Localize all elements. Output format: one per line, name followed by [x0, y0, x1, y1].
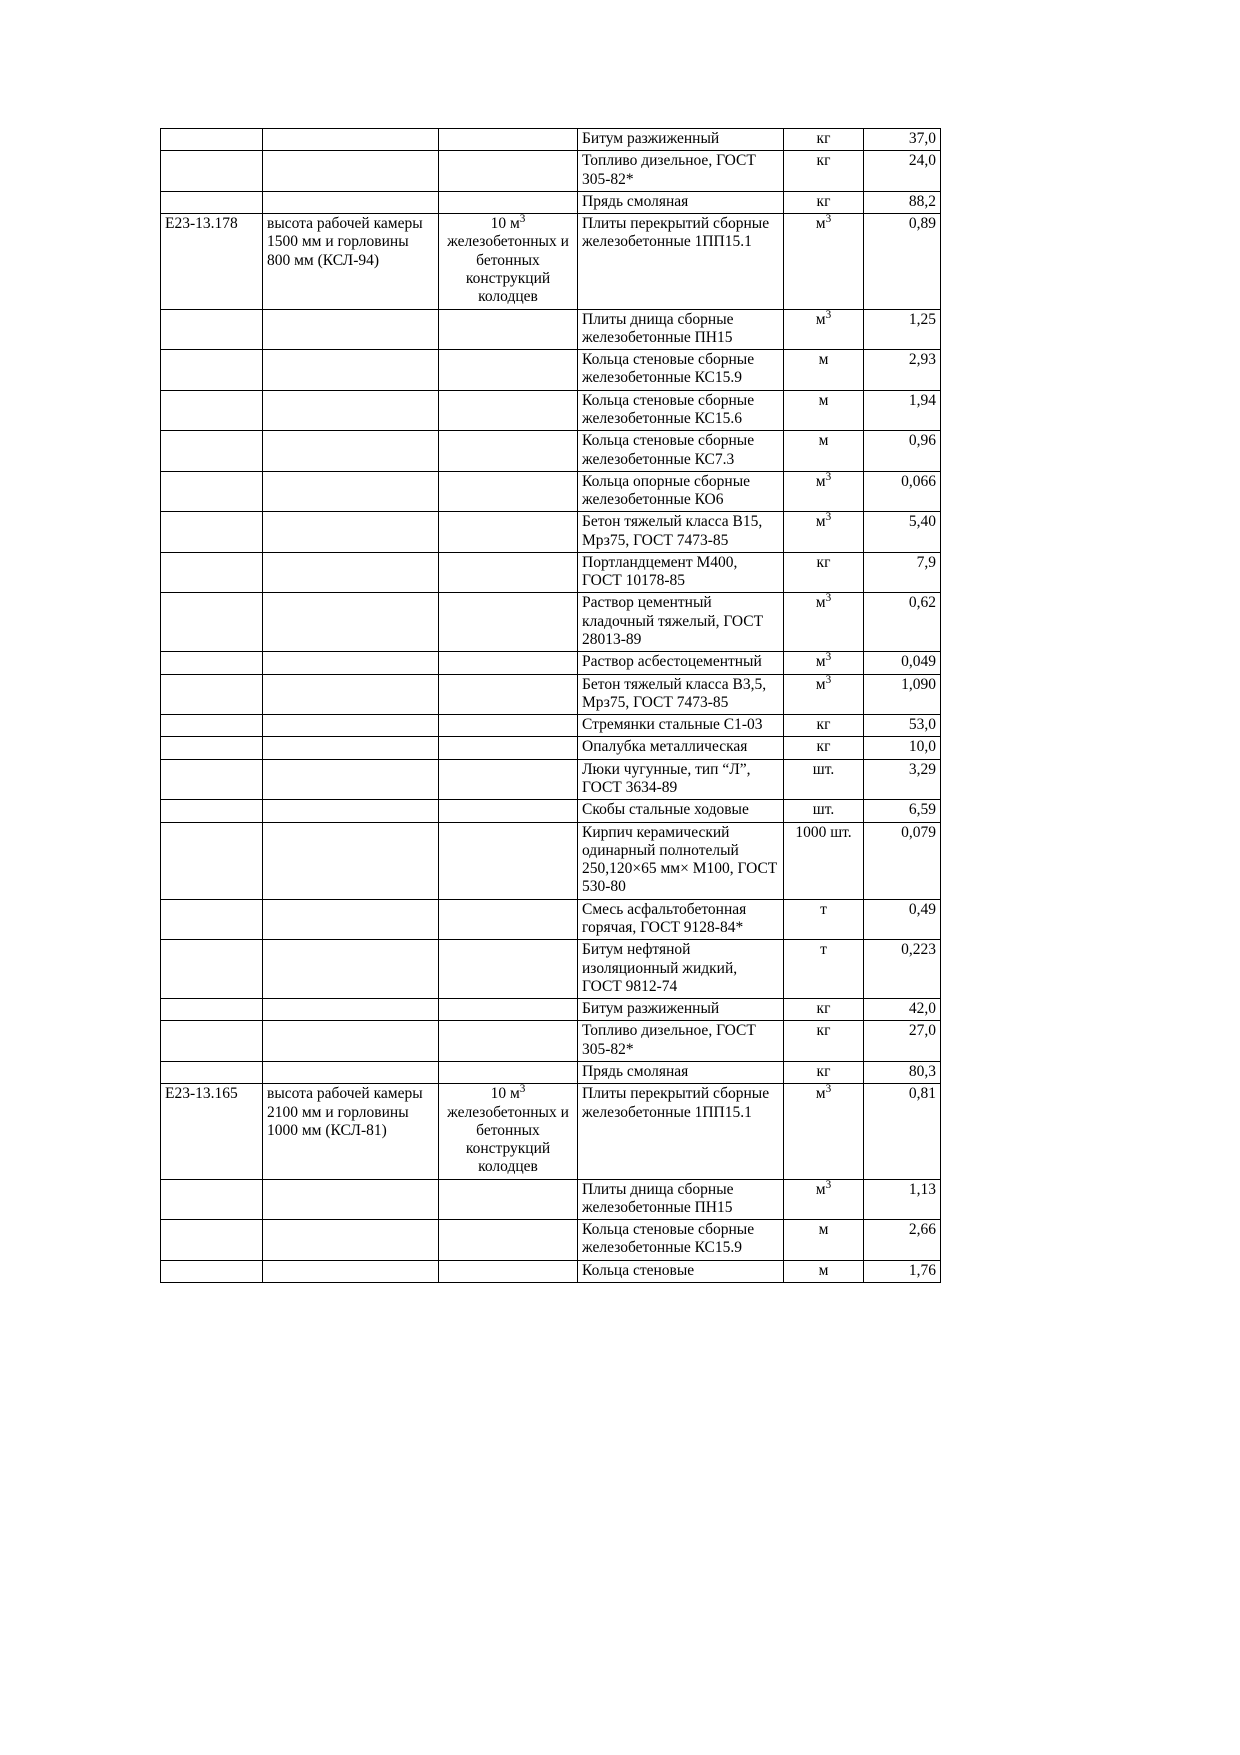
name-text: высота рабочей камеры 2100 мм и горловины 1000 мм (КСЛ-81) — [267, 1085, 423, 1139]
cell-quantity: 0,066 — [864, 471, 941, 512]
cell-code — [161, 674, 263, 715]
table-row — [161, 1021, 941, 1062]
cell-unit — [439, 431, 578, 472]
cell-resource: Битум разжиженный — [578, 129, 784, 151]
cell-measure — [784, 471, 864, 512]
cell-measure — [784, 214, 864, 309]
table-row — [161, 652, 941, 674]
cell-unit — [439, 940, 578, 999]
table-row — [161, 999, 941, 1021]
cell-quantity: 0,62 — [864, 593, 941, 652]
cell-unit — [439, 800, 578, 822]
code-text: Е23-13.178 — [165, 215, 238, 233]
cell-quantity: 10,0 — [864, 737, 941, 759]
cell-quantity: 53,0 — [864, 715, 941, 737]
cell-resource: Раствор асбестоцементный — [578, 652, 784, 674]
cell-name — [263, 737, 439, 759]
cell-resource: Кольца стеновые сборные железобетонные КС15.9 — [578, 350, 784, 391]
cell-quantity: 7,9 — [864, 552, 941, 593]
measure-text: кг — [816, 1062, 831, 1080]
measure-text: кг — [816, 716, 831, 734]
cell-code — [161, 652, 263, 674]
cell-resource: Опалубка металлическая — [578, 737, 784, 759]
measure-text: кг — [816, 1022, 831, 1040]
measure-text: м — [815, 653, 826, 671]
table-row — [161, 129, 941, 151]
cell-name — [263, 214, 439, 309]
measure-text: т — [820, 900, 827, 918]
measure-text: м — [818, 351, 829, 369]
cell-unit — [439, 350, 578, 391]
cell-measure — [784, 191, 864, 213]
unit-measure-text: 10 м — [490, 215, 520, 233]
cell-quantity: 42,0 — [864, 999, 941, 1021]
cell-unit — [439, 151, 578, 192]
cell-measure — [784, 899, 864, 940]
table-row — [161, 1179, 941, 1220]
cell-unit — [439, 1021, 578, 1062]
unit-description: железобетонных и бетонных конструкций колодцев — [447, 233, 569, 306]
cell-name — [263, 1220, 439, 1261]
cell-measure — [784, 940, 864, 999]
table-row — [161, 350, 941, 391]
cell-resource: Бетон тяжелый класса В15, Мрз75, ГОСТ 7473-85 — [578, 512, 784, 553]
cell-code — [161, 999, 263, 1021]
measure-text: шт. — [812, 760, 835, 778]
cell-measure — [784, 512, 864, 553]
cell-measure — [784, 431, 864, 472]
cell-quantity: 5,40 — [864, 512, 941, 553]
table-row — [161, 715, 941, 737]
cell-code — [161, 715, 263, 737]
cell-quantity: 1,13 — [864, 1179, 941, 1220]
cell-resource: Кольца стеновые сборные железобетонные КС15.9 — [578, 1220, 784, 1261]
measure-text: м — [815, 594, 826, 612]
cell-code — [161, 552, 263, 593]
cell-resource: Прядь смоляная — [578, 191, 784, 213]
measure-text: т — [820, 941, 827, 959]
cell-unit — [439, 1179, 578, 1220]
cell-code — [161, 1084, 263, 1179]
cell-measure — [784, 800, 864, 822]
cell-code — [161, 1220, 263, 1261]
cell-quantity: 6,59 — [864, 800, 941, 822]
cell-unit — [439, 191, 578, 213]
measure-text: 1000 шт. — [795, 823, 852, 841]
cell-code — [161, 593, 263, 652]
table-row — [161, 214, 941, 309]
cell-resource: Плиты днища сборные железобетонные ПН15 — [578, 309, 784, 350]
cell-code — [161, 512, 263, 553]
measure-exponent: 3 — [825, 511, 832, 524]
cell-measure — [784, 822, 864, 899]
cell-measure — [784, 1084, 864, 1179]
cell-name — [263, 350, 439, 391]
cell-quantity: 3,29 — [864, 759, 941, 800]
cell-unit — [439, 129, 578, 151]
cell-resource: Плиты днища сборные железобетонные ПН15 — [578, 1179, 784, 1220]
cell-resource: Кольца стеновые сборные железобетонные КС15.6 — [578, 390, 784, 431]
cell-code — [161, 1179, 263, 1220]
cell-quantity: 0,89 — [864, 214, 941, 309]
cell-resource: Раствор цементный кладочный тяжелый, ГОСТ 28013-89 — [578, 593, 784, 652]
cell-quantity: 0,96 — [864, 431, 941, 472]
cell-code — [161, 151, 263, 192]
cell-code — [161, 1260, 263, 1282]
cell-measure — [784, 674, 864, 715]
cell-measure — [784, 715, 864, 737]
cell-measure — [784, 1061, 864, 1083]
cell-measure — [784, 737, 864, 759]
cell-quantity: 27,0 — [864, 1021, 941, 1062]
cell-code — [161, 899, 263, 940]
measure-text: кг — [816, 1000, 831, 1018]
measure-text: м — [818, 1221, 829, 1239]
cell-resource: Смесь асфальтобетонная горячая, ГОСТ 9128-84* — [578, 899, 784, 940]
cell-name — [263, 390, 439, 431]
cell-resource: Битум нефтяной изоляционный жидкий, ГОСТ 9812-74 — [578, 940, 784, 999]
cell-code — [161, 800, 263, 822]
cell-name — [263, 191, 439, 213]
cell-unit — [439, 652, 578, 674]
table-row — [161, 471, 941, 512]
measure-text: шт. — [812, 801, 835, 819]
cell-measure — [784, 593, 864, 652]
cell-name — [263, 151, 439, 192]
measure-exponent: 3 — [825, 308, 832, 321]
cell-resource: Скобы стальные ходовые — [578, 800, 784, 822]
cell-quantity: 1,76 — [864, 1260, 941, 1282]
table-row — [161, 940, 941, 999]
cell-code — [161, 350, 263, 391]
table-row — [161, 390, 941, 431]
cell-resource: Портландцемент М400, ГОСТ 10178-85 — [578, 552, 784, 593]
cell-quantity: 1,94 — [864, 390, 941, 431]
table-row — [161, 512, 941, 553]
cell-measure — [784, 999, 864, 1021]
measure-text: м — [815, 1180, 826, 1198]
table-row — [161, 674, 941, 715]
measure-text: м — [815, 215, 826, 233]
cell-code — [161, 191, 263, 213]
cell-unit — [439, 737, 578, 759]
cell-unit — [439, 214, 578, 309]
name-text: высота рабочей камеры 1500 мм и горловины 800 мм (КСЛ-94) — [267, 215, 423, 269]
cell-unit — [439, 822, 578, 899]
cell-name — [263, 652, 439, 674]
cell-unit — [439, 999, 578, 1021]
cell-quantity: 0,079 — [864, 822, 941, 899]
cell-code — [161, 822, 263, 899]
cell-code — [161, 737, 263, 759]
cell-name — [263, 822, 439, 899]
cell-unit — [439, 759, 578, 800]
cell-quantity: 1,25 — [864, 309, 941, 350]
cell-resource: Стремянки стальные С1-03 — [578, 715, 784, 737]
cell-measure — [784, 1179, 864, 1220]
cell-unit — [439, 674, 578, 715]
table-row — [161, 899, 941, 940]
cell-resource: Топливо дизельное, ГОСТ 305-82* — [578, 151, 784, 192]
cell-measure — [784, 390, 864, 431]
measure-exponent: 3 — [825, 651, 832, 664]
cell-unit — [439, 1220, 578, 1261]
cell-measure — [784, 652, 864, 674]
unit-description: железобетонных и бетонных конструкций колодцев — [447, 1103, 569, 1176]
cell-unit — [439, 1061, 578, 1083]
measure-exponent: 3 — [825, 1083, 832, 1096]
cell-name — [263, 129, 439, 151]
cell-name — [263, 674, 439, 715]
unit-measure — [443, 212, 573, 233]
cell-code — [161, 390, 263, 431]
cell-code — [161, 431, 263, 472]
cell-name — [263, 512, 439, 553]
table-row — [161, 1220, 941, 1261]
cell-unit — [439, 593, 578, 652]
unit-measure-exponent: 3 — [519, 212, 526, 225]
cell-code — [161, 940, 263, 999]
cell-name — [263, 1084, 439, 1179]
measure-exponent: 3 — [825, 673, 832, 686]
cell-quantity: 37,0 — [864, 129, 941, 151]
table-row — [161, 759, 941, 800]
cell-unit — [439, 1260, 578, 1282]
cell-unit — [439, 715, 578, 737]
cell-name — [263, 1179, 439, 1220]
cell-name — [263, 899, 439, 940]
cell-quantity: 88,2 — [864, 191, 941, 213]
cell-resource: Битум разжиженный — [578, 999, 784, 1021]
cell-resource: Топливо дизельное, ГОСТ 305-82* — [578, 1021, 784, 1062]
measure-text: м — [815, 310, 826, 328]
table-row — [161, 737, 941, 759]
measure-exponent: 3 — [825, 1178, 832, 1191]
cell-quantity: 0,049 — [864, 652, 941, 674]
cell-quantity: 1,090 — [864, 674, 941, 715]
table-row — [161, 1061, 941, 1083]
cell-measure — [784, 759, 864, 800]
table-row — [161, 552, 941, 593]
cell-name — [263, 309, 439, 350]
table-row — [161, 309, 941, 350]
cell-measure — [784, 151, 864, 192]
table-row — [161, 822, 941, 899]
cell-quantity: 2,93 — [864, 350, 941, 391]
cell-measure — [784, 350, 864, 391]
table-row — [161, 593, 941, 652]
measure-exponent: 3 — [825, 212, 832, 225]
table-row — [161, 191, 941, 213]
measure-text: м — [815, 472, 826, 490]
cell-resource: Бетон тяжелый класса В3,5, Мрз75, ГОСТ 7473-85 — [578, 674, 784, 715]
cell-unit — [439, 552, 578, 593]
cell-code — [161, 1021, 263, 1062]
cell-measure — [784, 552, 864, 593]
cell-name — [263, 940, 439, 999]
cell-name — [263, 715, 439, 737]
table-body — [161, 129, 941, 1283]
code-text: Е23-13.165 — [165, 1085, 238, 1103]
norms-table — [160, 128, 941, 1283]
unit-measure-exponent: 3 — [519, 1083, 526, 1096]
cell-name — [263, 471, 439, 512]
cell-unit — [439, 471, 578, 512]
measure-text: кг — [816, 738, 831, 756]
measure-text: кг — [816, 553, 831, 571]
cell-resource: Кольца опорные сборные железобетонные КО6 — [578, 471, 784, 512]
measure-text: м — [818, 1261, 829, 1279]
cell-name — [263, 593, 439, 652]
cell-name — [263, 1260, 439, 1282]
cell-name — [263, 431, 439, 472]
measure-text: м — [818, 391, 829, 409]
cell-resource: Люки чугунные, тип “Л”, ГОСТ 3634-89 — [578, 759, 784, 800]
measure-text: м — [815, 513, 826, 531]
measure-text: м — [815, 1085, 826, 1103]
cell-unit — [439, 899, 578, 940]
cell-code — [161, 214, 263, 309]
cell-name — [263, 1061, 439, 1083]
measure-text: м — [818, 432, 829, 450]
cell-quantity: 2,66 — [864, 1220, 941, 1261]
cell-quantity: 0,223 — [864, 940, 941, 999]
table-row — [161, 800, 941, 822]
cell-name — [263, 800, 439, 822]
cell-code — [161, 309, 263, 350]
cell-unit — [439, 309, 578, 350]
measure-text: м — [815, 675, 826, 693]
measure-exponent: 3 — [825, 592, 832, 605]
measure-text: кг — [816, 192, 831, 210]
cell-measure — [784, 129, 864, 151]
cell-unit — [439, 390, 578, 431]
table-row — [161, 1084, 941, 1179]
cell-unit — [439, 1084, 578, 1179]
table-row — [161, 151, 941, 192]
cell-name — [263, 759, 439, 800]
cell-resource: Прядь смоляная — [578, 1061, 784, 1083]
cell-resource: Плиты перекрытий сборные железобетонные 1ПП15.1 — [578, 1084, 784, 1179]
cell-name — [263, 1021, 439, 1062]
cell-code — [161, 471, 263, 512]
unit-measure — [443, 1085, 573, 1103]
cell-resource: Плиты перекрытий сборные железобетонные 1ПП15.1 — [578, 214, 784, 309]
cell-code — [161, 759, 263, 800]
cell-quantity: 0,49 — [864, 899, 941, 940]
cell-measure — [784, 309, 864, 350]
cell-code — [161, 129, 263, 151]
cell-measure — [784, 1220, 864, 1261]
cell-unit — [439, 512, 578, 553]
measure-text: кг — [816, 130, 831, 147]
cell-measure — [784, 1021, 864, 1062]
measure-exponent: 3 — [825, 470, 832, 483]
table-row — [161, 1260, 941, 1282]
cell-quantity: 24,0 — [864, 151, 941, 192]
cell-quantity: 80,3 — [864, 1061, 941, 1083]
cell-code — [161, 1061, 263, 1083]
measure-text: кг — [816, 152, 831, 170]
cell-quantity: 0,81 — [864, 1084, 941, 1179]
cell-resource: Кольца стеновые сборные железобетонные КС7.3 — [578, 431, 784, 472]
unit-measure-text: 10 м — [490, 1085, 520, 1103]
cell-resource: Кольца стеновые — [578, 1260, 784, 1282]
cell-name — [263, 552, 439, 593]
cell-measure — [784, 1260, 864, 1282]
cell-resource: Кирпич керамический одинарный полнотелый 250,120×65 мм× М100, ГОСТ 530-80 — [578, 822, 784, 899]
table-row — [161, 431, 941, 472]
cell-name — [263, 999, 439, 1021]
